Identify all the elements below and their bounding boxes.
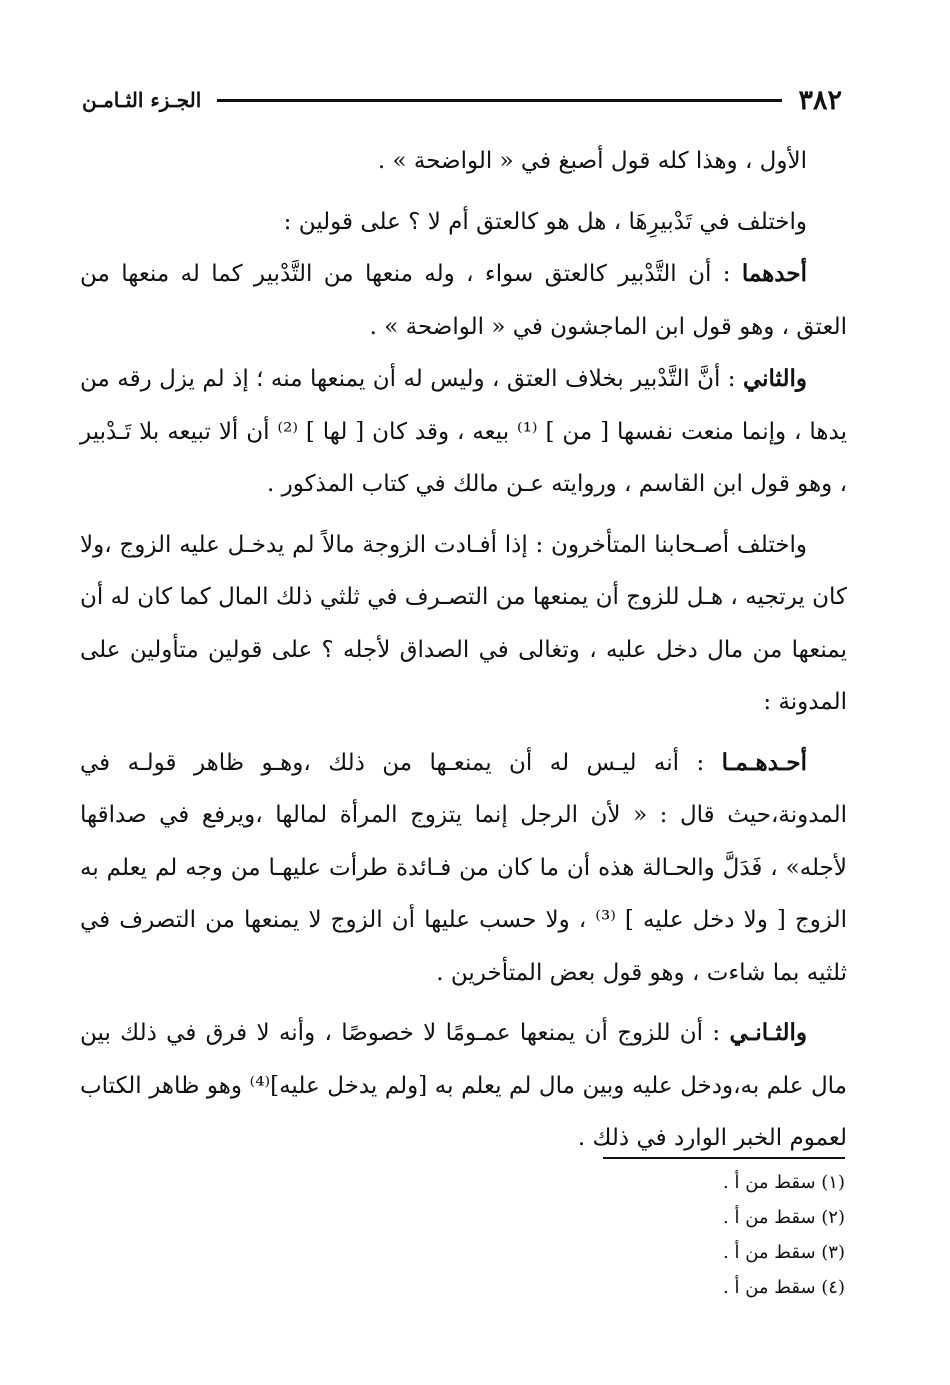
paragraph [80, 737, 847, 1000]
page-number: ٣٨٢ [798, 84, 842, 116]
paragraph [80, 135, 847, 188]
paragraph [80, 519, 847, 729]
footnote: (٢) سقط من أ . [723, 1207, 845, 1228]
paragraph-lead: أحدهما [741, 260, 807, 287]
paragraph-text: الأول ، وهذا كله قول أصبغ في « الواضحة » . [377, 148, 807, 174]
paragraph-text: : أنه ليـس له أن يمنعـها من ذلك ،وهـو ظاهر قولـه في المدونة،حيث قال : « لأن الرجل إنما يتزوج المرأة لمالها ،ويرفع في صداقها لأجله» ، فَدَلَّ والحـالة هذه أن ما كان من فـائدة طرأت عليهـا من وجه لم يعلم به الزوج [ ولا دخل عليه ] ⁽³⁾ ، ولا حسب عليها أن الزوج لا يمنعها من التصرف في ثلثيه بما شاءت ، وهو قول بعض المتأخرين . [80, 749, 847, 986]
paragraph-lead: أحـدهـمـا [721, 748, 807, 776]
footnotes [445, 1165, 845, 1305]
paragraph-text: : أنَّ التَّدْبير بخلاف العتق ، وليس له أن يمنعها منه ؛ إذ لم يزل رقه من يدها ، وإنما منعت نفسها [ من ] ⁽¹⁾ بيعه ، وقد كان [ لها ] ⁽²⁾ أن ألا تبيعه بلا تَـدْبير ، وهو قول ابن القاسم ، وروايته عـن مالك في كتاب المذكور . [80, 366, 847, 497]
paragraph-lead: والثاني [742, 365, 807, 392]
footnote: (٣) سقط من أ . [723, 1242, 845, 1263]
paragraph [80, 248, 847, 353]
footnote-rule [603, 1157, 845, 1159]
page-header [82, 78, 842, 122]
paragraph [80, 353, 847, 511]
paragraph [80, 1007, 847, 1165]
header-rule [217, 99, 782, 102]
running-title: الجـزء الثـامـن [82, 88, 202, 112]
main-text [80, 135, 847, 1165]
paragraph-text: واختلف أصـحابنا المتأخرون : إذا أفـادت الزوجة مالاً لم يدخـل عليه الزوج ،ولا كان يرتجيه ، هـل للزوج أن يمنعها من التصـرف في ثلثي ذلك المال كما كان له أن يمنعها من مال دخل عليه ، وتغالى في الصداق لأجله ؟ على قولين متأولين على المدونة : [80, 531, 847, 715]
footnote: (١) سقط من أ . [723, 1172, 845, 1193]
paragraph [80, 196, 847, 249]
paragraph-text: : أن التَّدْبير كالعتق سواء ، وله منعها من التَّدْبير كما له منعها من العتق ، وهو قول ابن الماجشون في « الواضحة » . [80, 261, 847, 340]
paragraph-text: : أن للزوج أن يمنعها عمـومًا لا خصوصًا ، وأنه لا فرق في ذلك بين مال علم به،ودخل عليه وبين مال لم يعلم به [ولم يدخل عليه]⁽⁴⁾ وهو ظاهر الكتاب لعموم الخبر الوارد في ذلك . [80, 1020, 847, 1151]
paragraph-lead: والثـانـي [729, 1019, 807, 1046]
footnote: (٤) سقط من أ . [723, 1277, 845, 1298]
paragraph-text: واختلف في تَدْبيرِهَا ، هل هو كالعتق أم لا ؟ على قولين : [283, 208, 807, 235]
